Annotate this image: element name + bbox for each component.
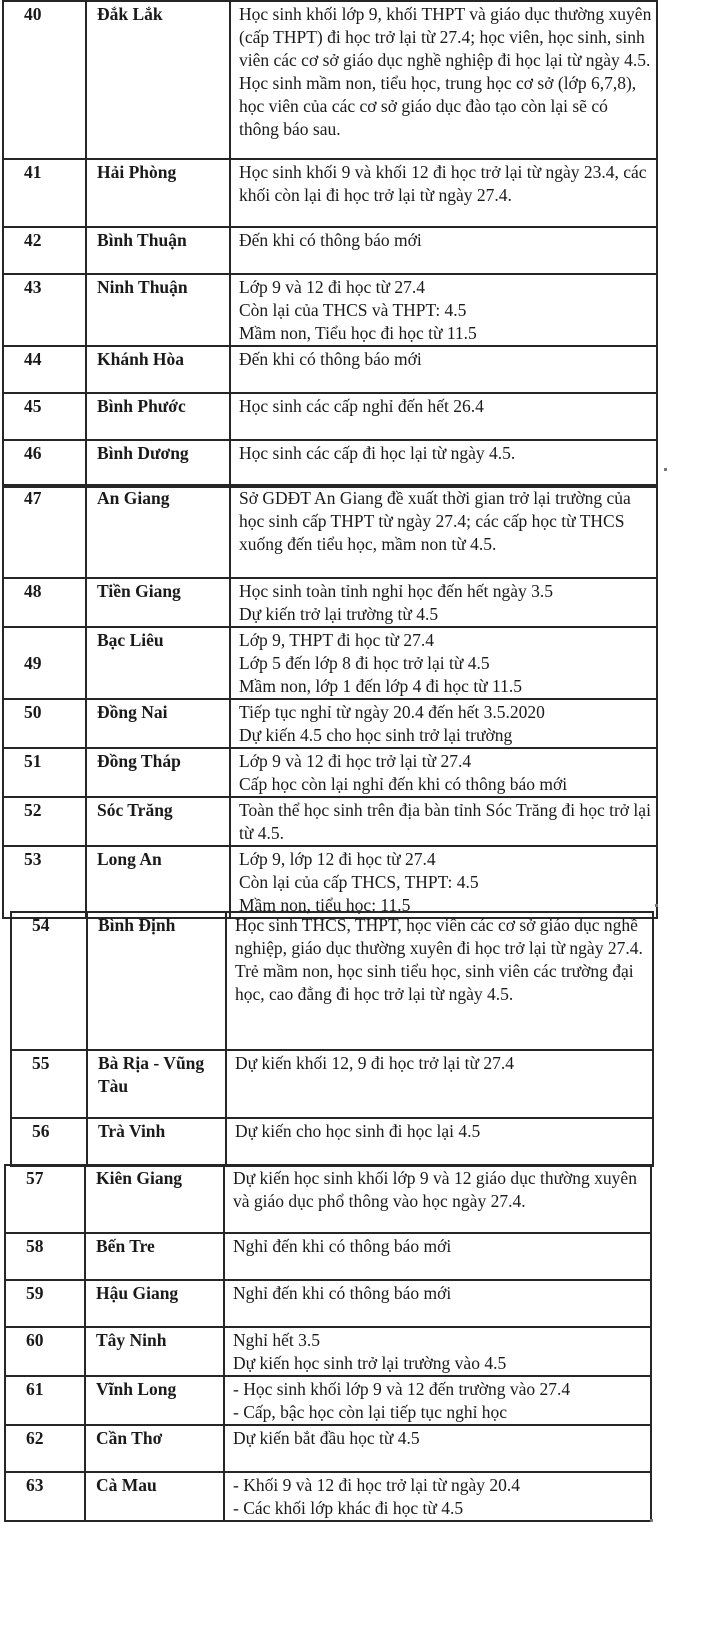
schedule-line: Nghỉ đến khi có thông báo mới [233,1236,452,1256]
province-name: Tây Ninh [85,1327,224,1376]
table-section-1 [2,0,658,488]
schedule-line: Đến khi có thông báo mới [239,349,422,369]
schedule-line: Dự kiến học sinh trở lại trường vào 4.5 [233,1353,507,1373]
table-row [5,1280,651,1327]
schedule-line: Mầm non, Tiểu học đi học từ 11.5 [239,323,477,343]
row-number: 53 [3,846,86,918]
schedule-line: Lớp 9 và 12 đi học trở lại từ 27.4 [239,751,472,771]
province-name: Trà Vinh [87,1118,226,1166]
province-name: Đồng Tháp [86,748,230,797]
table-row [3,159,657,227]
row-number: 63 [5,1472,85,1521]
table-row [3,578,657,627]
row-number: 59 [5,1280,85,1327]
province-name: Ninh Thuận [86,274,230,346]
table-row [3,846,657,918]
table-row [11,912,653,1050]
table-section-3 [10,911,654,1167]
row-number: 50 [3,699,86,748]
schedule-line: Còn lại của THCS và THPT: 4.5 [239,300,467,320]
scan-artifact [655,904,658,907]
schedule-text [230,274,657,346]
row-number: 44 [3,346,86,393]
schedule-text [224,1165,651,1233]
schedule-text [230,1,657,159]
schedule-line: - Cấp, bậc học còn lại tiếp tục nghỉ học [233,1402,508,1422]
schedule-line: Dự kiến trở lại trường từ 4.5 [239,604,439,624]
schedule-text [224,1376,651,1425]
row-number: 55 [11,1050,87,1118]
row-number: 47 [3,485,86,578]
schedule-text [230,748,657,797]
schedule-line: Lớp 9 và 12 đi học từ 27.4 [239,277,425,297]
table-row [3,485,657,578]
schedule-line: Học sinh THCS, THPT, học viên các cơ sở giáo dục nghề nghiệp, giáo dục thường xuyên đi học trở lại từ ngày 27.4. [235,915,643,958]
schedule-line: Nghỉ hết 3.5 [233,1330,321,1350]
table-row [5,1327,651,1376]
table-row [3,627,657,699]
table-row [3,393,657,440]
table-section-4 [4,1164,652,1522]
table-row [3,797,657,846]
scan-artifact [650,1519,653,1522]
row-number: 54 [11,912,87,1050]
schedule-text [230,440,657,487]
table-row [3,1,657,159]
table-row [11,1118,653,1166]
province-name: Bà Rịa - Vũng Tàu [87,1050,226,1118]
row-number: 43 [3,274,86,346]
schedule-text [226,912,653,1050]
table-row [5,1165,651,1233]
province-name: Bình Định [87,912,226,1050]
schedule-text [224,1472,651,1521]
schedule-line: Cấp học còn lại nghỉ đến khi có thông báo mới [239,774,568,794]
row-number: 58 [5,1233,85,1280]
schedule-line: Mầm non, tiểu học: 11.5 [239,895,411,915]
province-name: Bến Tre [85,1233,224,1280]
table-row [3,346,657,393]
province-name: Long An [86,846,230,918]
schedule-text [230,159,657,227]
row-number: 61 [5,1376,85,1425]
province-name: Sóc Trăng [86,797,230,846]
province-name: Kiên Giang [85,1165,224,1233]
province-name: Bình Phước [86,393,230,440]
province-name: Bình Thuận [86,227,230,274]
province-name: An Giang [86,485,230,578]
schedule-line: Mầm non, lớp 1 đến lớp 4 đi học từ 11.5 [239,676,523,696]
schedule-line: Dự kiến bắt đầu học từ 4.5 [233,1428,420,1448]
row-number: 52 [3,797,86,846]
schedule-text [230,846,657,918]
table-section-2 [2,484,658,919]
schedule-text [230,346,657,393]
schedule-line: Học sinh các cấp đi học lại từ ngày 4.5. [239,443,516,463]
schedule-line: - Khối 9 và 12 đi học trở lại từ ngày 20.4 [233,1475,521,1495]
schedule-line: Học sinh khối 9 và khối 12 đi học trở lại từ ngày 23.4, các khối còn lại đi học trở lại từ ngày 27.4. [239,162,647,205]
schedule-line: Học sinh toàn tỉnh nghỉ học đến hết ngày 3.5 [239,581,553,601]
schedule-line: Dự kiến cho học sinh đi học lại 4.5 [235,1121,481,1141]
row-number: 40 [3,1,86,159]
row-number: 42 [3,227,86,274]
schedule-text [224,1280,651,1327]
schedule-line: Trẻ mầm non, học sinh tiểu học, sinh viên các trường đại học, cao đẳng đi học trở lại từ ngày 4.5. [235,961,634,1004]
schedule-line: Toàn thể học sinh trên địa bàn tỉnh Sóc Trăng đi học trở lại từ 4.5. [239,800,651,843]
schedule-line: Đến khi có thông báo mới [239,230,422,250]
schedule-line: Lớp 5 đến lớp 8 đi học trở lại từ 4.5 [239,653,490,673]
row-number: 41 [3,159,86,227]
table-row [3,227,657,274]
row-number: 57 [5,1165,85,1233]
schedule-text [224,1327,651,1376]
row-number: 51 [3,748,86,797]
schedule-line: Học sinh các cấp nghỉ đến hết 26.4 [239,396,484,416]
schedule-line: Lớp 9, THPT đi học từ 27.4 [239,630,435,650]
schedule-line: Học sinh khối lớp 9, khối THPT và giáo dục thường xuyên (cấp THPT) đi học trở lại từ 27.4; học viên, học sinh, sinh viên các cơ sở giáo dục nghề nghiệp đi học lại từ ngày 4.5. [239,4,652,70]
schedule-text [230,627,657,699]
province-name: Tiền Giang [86,578,230,627]
province-name: Đồng Nai [86,699,230,748]
schedule-line: - Các khối lớp khác đi học từ 4.5 [233,1498,464,1518]
schedule-line: Tiếp tục nghỉ từ ngày 20.4 đến hết 3.5.2020 [239,702,545,722]
province-name: Cần Thơ [85,1425,224,1472]
schedule-text [230,578,657,627]
schedule-line: Học sinh mầm non, tiểu học, trung học cơ sở (lớp 6,7,8), học viên của các cơ sở giáo dục đào tạo còn lại sẽ có thông báo sau. [239,73,637,139]
province-name: Cà Mau [85,1472,224,1521]
schedule-text [224,1233,651,1280]
row-number: 62 [5,1425,85,1472]
table-row [3,748,657,797]
row-number: 49 [3,627,86,699]
province-name: Bình Dương [86,440,230,487]
row-number: 60 [5,1327,85,1376]
schedule-line: Sở GDĐT An Giang đề xuất thời gian trở lại trường của học sinh cấp THPT từ ngày 27.4; các cấp học từ THCS xuống đến tiểu học, mầm non từ 4.5. [239,488,631,554]
schedule-text [230,227,657,274]
table-row [5,1233,651,1280]
province-name: Hải Phòng [86,159,230,227]
schedule-text [230,699,657,748]
row-number: 48 [3,578,86,627]
row-number: 45 [3,393,86,440]
table-row [3,699,657,748]
table-row [3,440,657,487]
schedule-text [230,797,657,846]
schedule-line: - Học sinh khối lớp 9 và 12 đến trường vào 27.4 [233,1379,571,1399]
schedule-text [230,393,657,440]
schedule-line: Lớp 9, lớp 12 đi học từ 27.4 [239,849,436,869]
schedule-text [230,485,657,578]
schedule-line: Dự kiến 4.5 cho học sinh trở lại trường [239,725,513,745]
province-name: Vĩnh Long [85,1376,224,1425]
province-name: Khánh Hòa [86,346,230,393]
schedule-text [226,1118,653,1166]
schedule-text [226,1050,653,1118]
province-name: Bạc Liêu [86,627,230,699]
schedule-line: Còn lại của cấp THCS, THPT: 4.5 [239,872,479,892]
row-number: 46 [3,440,86,487]
schedule-text [224,1425,651,1472]
schedule-line: Dự kiến khối 12, 9 đi học trở lại từ 27.4 [235,1053,515,1073]
province-name: Đắk Lắk [86,1,230,159]
table-row [11,1050,653,1118]
scan-artifact [664,468,667,471]
table-row [3,274,657,346]
table-row [5,1425,651,1472]
schedule-line: Dự kiến học sinh khối lớp 9 và 12 giáo dục thường xuyên và giáo dục phổ thông vào học ngày 27.4. [233,1168,637,1211]
row-number: 56 [11,1118,87,1166]
table-row [5,1472,651,1521]
schedule-line: Nghỉ đến khi có thông báo mới [233,1283,452,1303]
province-name: Hậu Giang [85,1280,224,1327]
table-row [5,1376,651,1425]
